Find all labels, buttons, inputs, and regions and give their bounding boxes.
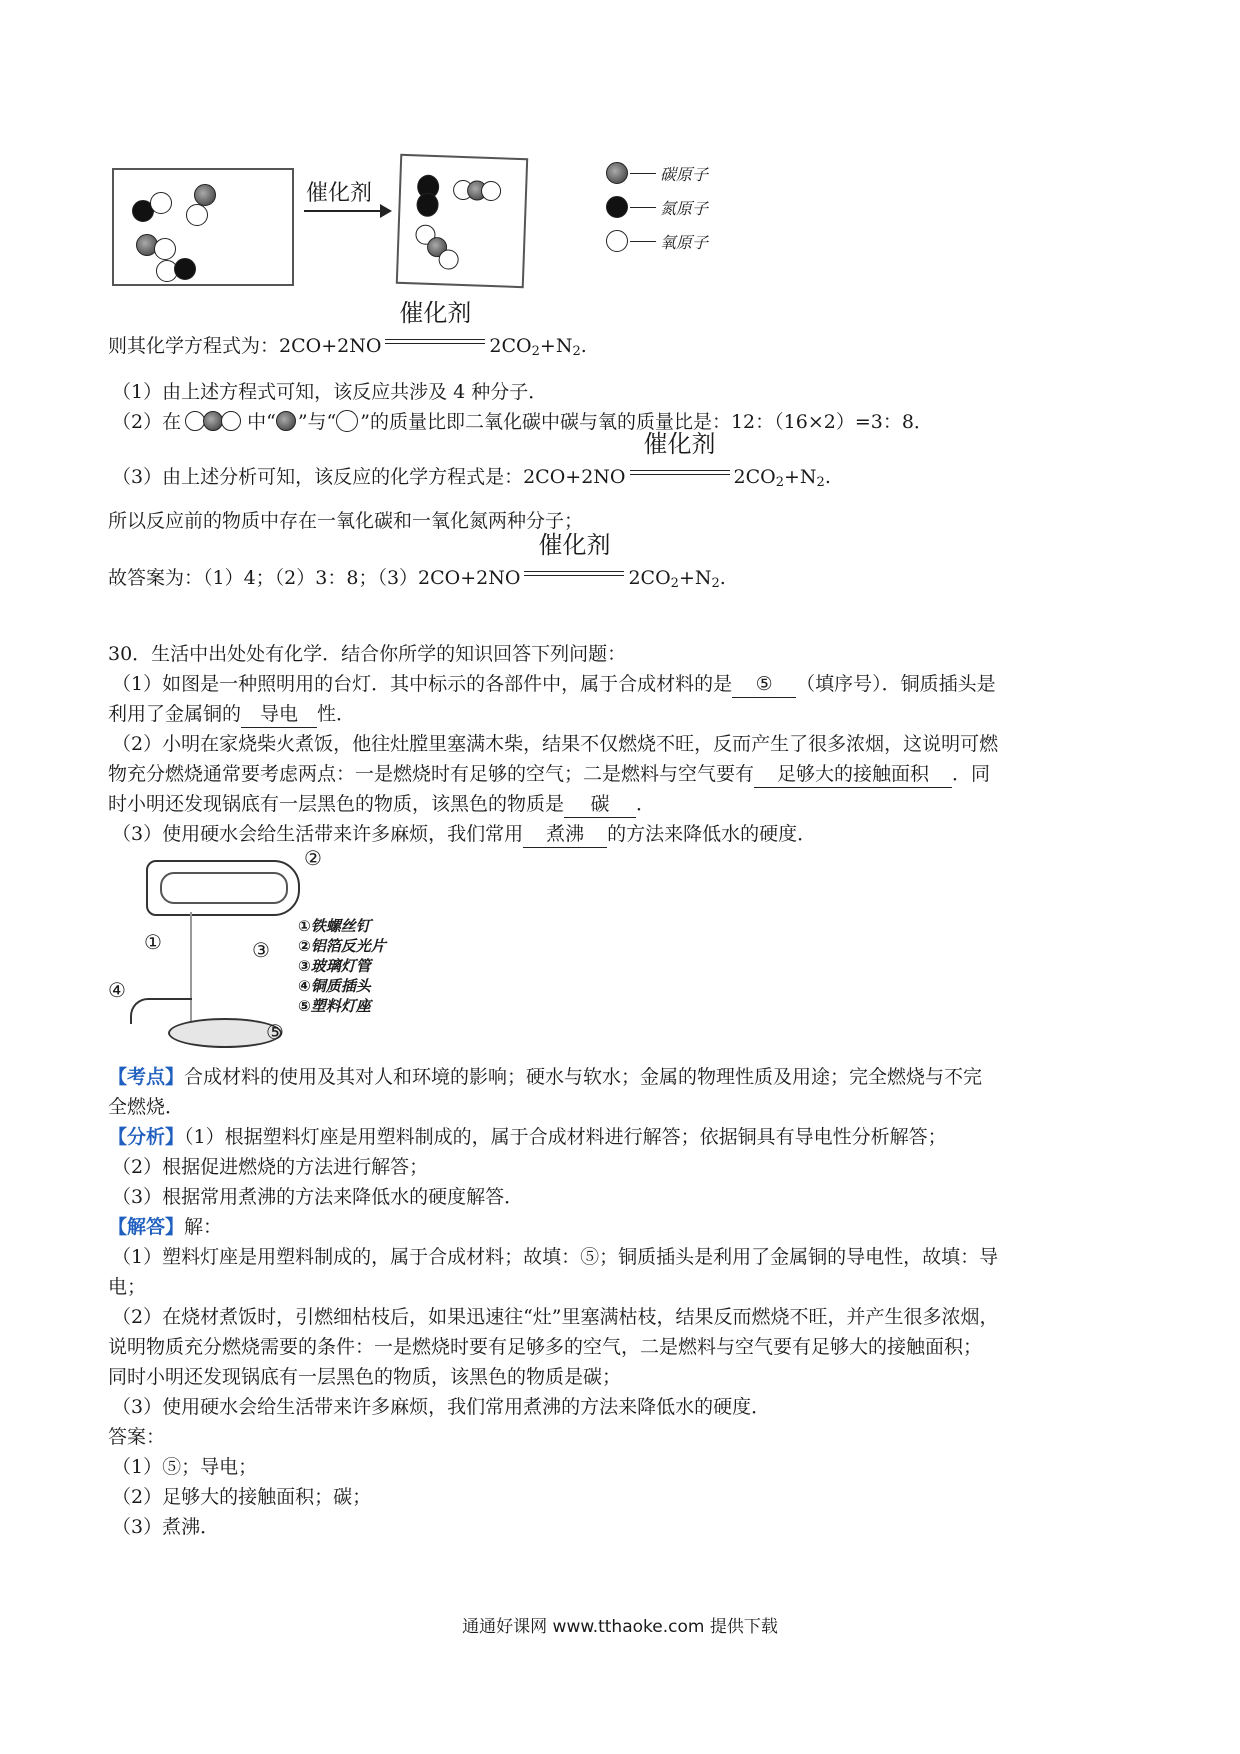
text: 合成材料的使用及其对人和环境的影响；硬水与软水；金属的物理性质及用途；完全燃烧与不完 [184,1066,983,1088]
catalyst-equals [383,299,487,352]
q30-part2-line2 [108,761,990,788]
q30-part1-line1 [112,671,996,698]
answer-blank: 导电 [241,701,317,728]
equation-line-1 [108,299,587,365]
text: （3）使用硬水会给生活带来许多麻烦，我们常用 [112,823,524,845]
legend-item: ①铁螺丝钉 [298,917,371,935]
answer-1: （1）⑤；导电； [112,1456,258,1478]
reaction-diagram [108,140,798,310]
oxygen-atom [186,204,208,226]
subscript: 2 [670,576,679,591]
text: 则其化学方程式为：2CO+2NO [108,335,382,357]
legend-item: ③玻璃灯管 [298,957,371,975]
arrow-head-icon [380,204,392,218]
subscript: 2 [816,475,825,490]
kaodian-line2: 全燃烧． [108,1096,185,1118]
subscript: 2 [775,475,784,490]
jieda-a1: （1）塑料灯座是用塑料制成的，属于合成材料；故填：⑤；铜质插头是利用了金属铜的导电性，故填：导 [112,1246,999,1268]
legend-dash [630,207,656,208]
text: 故答案为：（1）4；（2）3：8；（3）2CO+2NO [108,567,521,589]
answer-heading: 答案： [108,1426,166,1448]
legend-carbon-label: 碳原子 [660,165,709,184]
text: 利用了金属铜的 [108,703,242,725]
plug-cable [130,998,192,1024]
lamp-tube [160,872,288,904]
answer-blank: 足够大的接触面积 [754,761,952,788]
explain-1: （1）由上述方程式可知，该反应共涉及 4 种分子． [112,381,548,403]
nitrogen-atom [174,258,196,280]
text: （3）由上述分析可知，该反应的化学方程式是：2CO+2NO [112,466,626,488]
answer-2: （2）足够大的接触面积；碳； [112,1486,372,1508]
jieda-line0 [108,1214,222,1240]
legend-oxygen-label: 氧原子 [660,233,709,252]
jieda-a2c: 同时小明还发现锅底有一层黑色的物质，该黑色的物质是碳； [108,1366,622,1388]
legend-dash [630,173,656,174]
reactants-box [112,168,294,286]
nitrogen-atom [416,192,439,217]
callout-2: ② [304,846,322,870]
q30-part1-line2 [108,701,355,728]
fenxi-tag: 【分析】 [108,1126,185,1148]
catalyst-label: 催化剂 [306,181,373,206]
text: 解： [184,1216,223,1238]
reaction-arrow [304,210,384,212]
text: 时小明还发现锅底有一层黑色的物质，该黑色的物质是 [108,793,565,815]
callout-4: ④ [108,978,126,1002]
text: （填序号）．铜质插头是 [796,673,996,695]
jieda-a1b: 电； [108,1276,147,1298]
text: . [824,466,831,488]
legend-dash [630,241,656,242]
q30-part3 [112,821,816,848]
fenxi-line1 [108,1124,947,1150]
text: . [580,335,587,357]
carbon-atom [194,184,216,206]
text: 2CO [733,466,776,488]
legend-nitrogen-label: 氮原子 [660,199,709,218]
legend-oxygen-icon [606,230,628,252]
catalyst-text: 催化剂 [538,531,611,559]
text: +N [539,335,573,357]
legend-carbon-icon [606,162,628,184]
answer-3: （3）煮沸． [112,1516,220,1538]
text: ． [636,793,656,815]
lamp-parts-legend [298,916,386,1016]
q30-part2-line3 [108,791,655,818]
oxygen-atom-icon [336,410,360,432]
text: ”与“ [297,411,337,433]
answer-blank: 煮沸 [523,821,607,848]
page-footer: 通通好课网 www.tthaoke.com 提供下载 [462,1617,778,1637]
text: . [719,567,726,589]
jieda-a2b: 说明物质充分燃烧需要的条件：一是燃烧时要有足够多的空气，二是燃料与空气要有足够大的接触面积； [108,1336,983,1358]
answer-summary [108,531,726,597]
text: 的方法来降低水的硬度． [607,823,817,845]
text: ”的质量比即二氧化碳中碳与氧的质量比是：12：（16×2）=3：8． [360,411,933,433]
callout-5: ⑤ [266,1020,284,1044]
answer-blank: 碳 [564,791,636,818]
callout-3: ③ [252,938,270,962]
callout-1: ① [144,930,162,954]
lamp-figure [108,846,468,1055]
jieda-a3: （3）使用硬水会给生活带来许多麻烦，我们常用煮沸的方法来降低水的硬度． [112,1396,771,1418]
jieda-a2: （2）在烧材煮饭时，引燃细枯枝后，如果迅速往“灶”里塞满枯枝，结果反而燃烧不旺，并产生很多浓烟， [112,1306,999,1328]
text: （1）根据塑料灯座是用塑料制成的，属于合成材料进行解答；依据铜具有导电性分析解答； [184,1126,947,1148]
explain-4: 所以反应前的物质中存在一氧化碳和一氧化氮两种分子； [108,510,584,532]
text: 中“ [247,411,276,433]
kaodian-tag: 【考点】 [108,1066,185,1088]
kaodian-line1 [108,1064,982,1090]
text: （2）在 [112,411,182,433]
catalyst-text: 催化剂 [643,430,716,458]
catalyst-equals [628,430,732,483]
legend-item: ②铝箔反光片 [298,937,386,955]
answer-blank: ⑤ [732,671,796,698]
text: +N [678,567,712,589]
text: 2CO [489,335,532,357]
text: （1）如图是一种照明用的台灯．其中标示的各部件中，属于合成材料的是 [112,673,733,695]
catalyst-equals [522,531,626,584]
jieda-tag: 【解答】 [108,1216,185,1238]
carbon-atom-icon [276,410,298,432]
legend-item: ④铜质插头 [298,977,371,995]
oxygen-atom [438,249,459,270]
q30-title: 30．生活中出处处有化学．结合你所学的知识回答下列问题： [108,643,627,665]
text: ．同 [952,763,991,785]
products-box [396,154,528,288]
subscript: 2 [572,344,581,359]
q30-part2-line1: （2）小明在家烧柴火煮饭，他往灶膛里塞满木柴，结果不仅燃烧不旺，反而产生了很多浓烟，这说明可燃 [112,733,999,755]
fenxi-line3: （3）根据常用煮沸的方法来降低水的硬度解答． [112,1186,524,1208]
subscript: 2 [531,344,540,359]
explain-2 [112,409,933,435]
oxygen-atom [481,181,502,202]
catalyst-text: 催化剂 [399,299,472,327]
legend-nitrogen-icon [606,196,628,218]
fenxi-line2: （2）根据促进燃烧的方法进行解答； [112,1156,429,1178]
co2-molecule-icon [185,410,243,432]
text: +N [784,466,817,488]
text: 物充分燃烧通常要考虑两点：一是燃烧时有足够的空气；二是燃料与空气要有 [108,763,755,785]
explain-3 [112,430,831,496]
subscript: 2 [711,576,720,591]
oxygen-atom [154,238,176,260]
legend-item: ⑤塑料灯座 [298,997,371,1015]
oxygen-atom [150,192,172,214]
text: 2CO [628,567,671,589]
text: 性． [317,703,356,725]
